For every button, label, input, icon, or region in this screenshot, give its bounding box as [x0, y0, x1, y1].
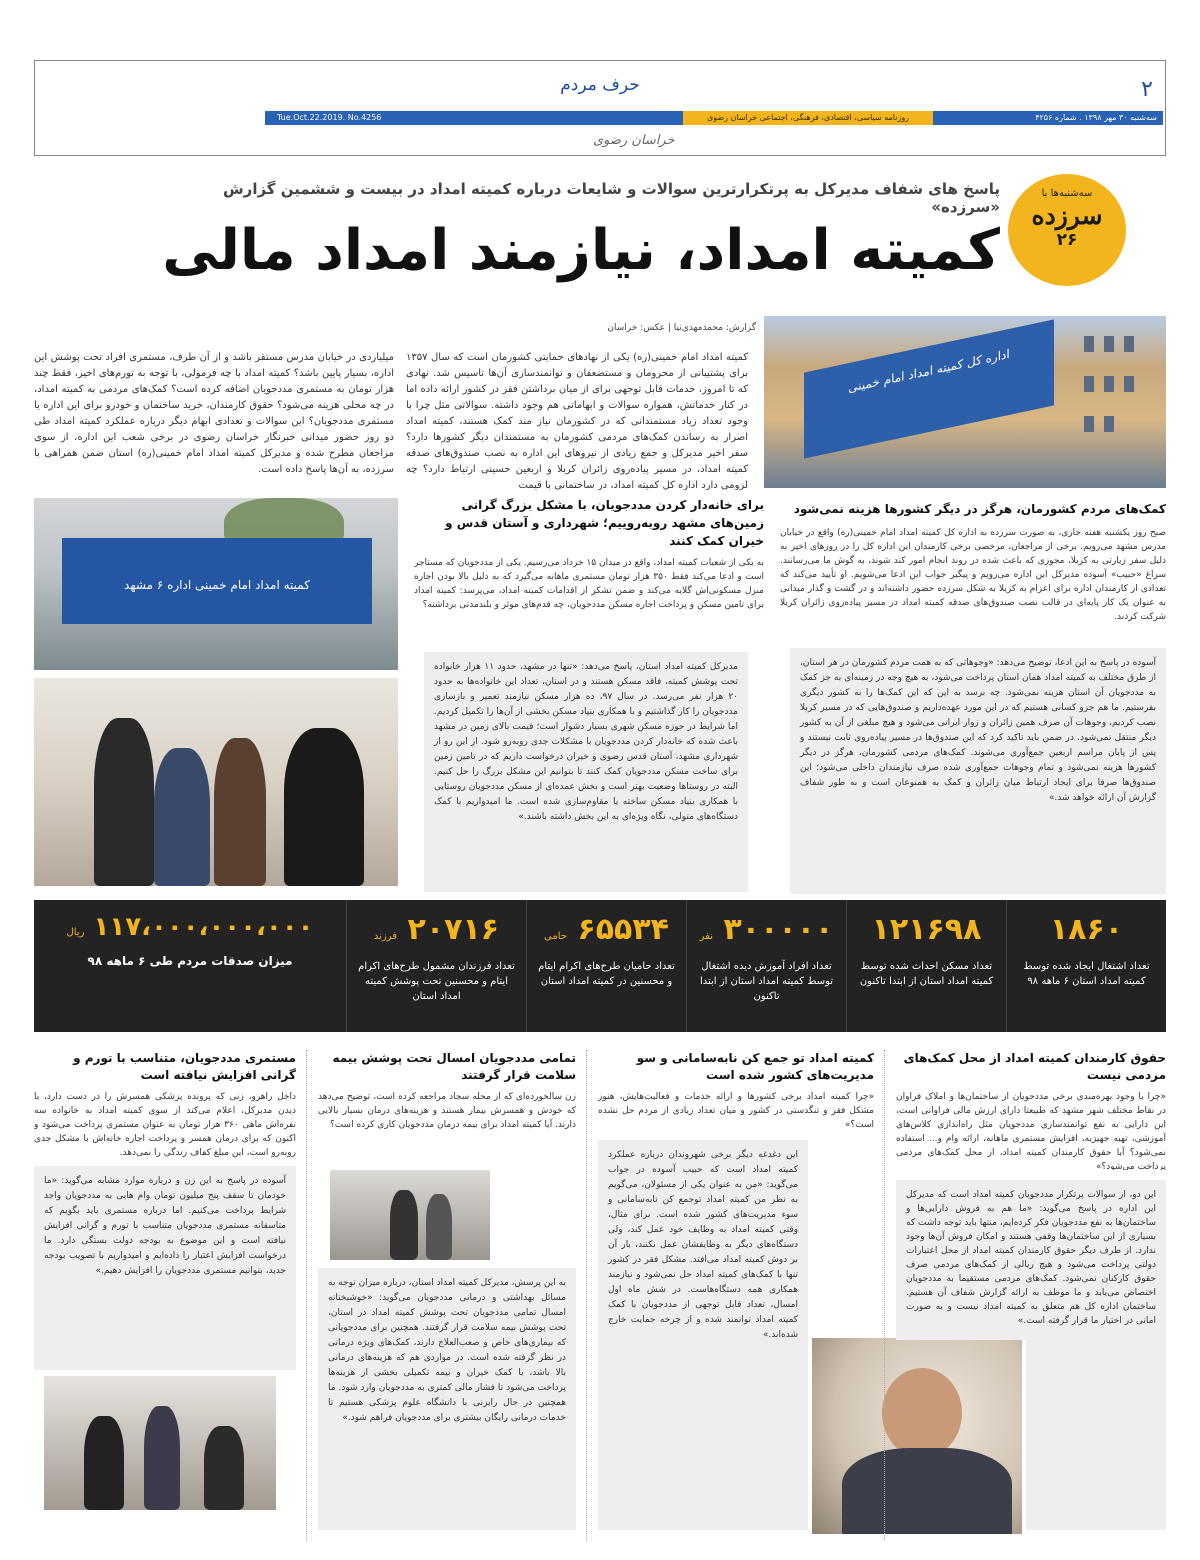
- bottom-col-1-quote: این دو، از سوالات پرتکرار مددجویان کمیته امداد است که مدیرکل این اداره در پاسخ می‌گوید: «ما هم به فروش دارایی‌ها و ساختمان‌ها به نفع مددجویان فکر کرده‌ایم، منتها باید توجه داشت که بسیاری از این ساختمان‌ها وقفی هستند و امکان فروش آن‌ها وجود ندارد. از طرف دیگر حقوق کارمندان کمیته امداد از محل اعتبارات دولتی پرداخت می‌شود و هیچ ریالی از کمک‌های مردمی صرف حقوق کارکنان نمی‌شود. کمک‌های مردمی مستقیما به مددجویان اختصاص می‌یابد و ما موظف به ارائه گزارش شفاف آن هستیم. ساختمان اداره کل هم متعلق به کمیته امداد نیست و به صورت امانی در اختیار ما قرار گرفته است.»: [896, 1180, 1166, 1340]
- badge-line-1: سه‌شنبه‌ها با: [1041, 188, 1093, 199]
- stat-label: تعداد افراد آموزش دیده اشتغال توسط کمیته امداد استان از ابتدا تاکنون: [699, 961, 834, 1002]
- bottom-col-2-quote: این دغدغه دیگر برخی شهروندان درباره عملکرد کمیته امداد است که حبیب آسوده در جواب می‌گوید: «من به عنوان یکی از مسئولان، می‌گویم به نظر من کمیته امداد توجمع کن نابه‌سامانی و سوء مدیریت‌های کشور شده است. برای مثال، وقتی کمیته امداد به وظایف خود عمل کند، ولی دستگاه‌های دیگر به وظایفشان عمل نکنند، بار آن بر دوش کمیته امداد می‌افتد. مشکل فقر در کشور تنها با کمک‌های کمیته امداد حل نمی‌شود و نیازمند همکاری همه دستگاه‌هاست. در شش ماه اول امسال، تعداد قابل توجهی از مددجویان با کمک کمیته امداد توانمند شده و از چرخه حمایت خارج شده‌اند.»: [598, 1140, 808, 1530]
- bottom-col-1-heading: حقوق کارمندان کمیته امداد از محل کمک‌های مردمی نیست: [903, 1051, 1166, 1082]
- section-a-body: صبح روز یکشنبه هفته جاری، به صورت سرزده به اداره کل کمیته امداد امام خمینی(ره) واقع در خیابان مدرس مشهد می‌رویم. برخی از مراجعان، مرخصی برخی کارمندان این اداره کل را در روزهای اخیر به دلیل سفر زیارتی به کربلا، مجوزی که باعث شده در روند انجام امور کند شوند، به گوش ما می‌رسانند. سراغ «حبیب» آسوده مدیرکل این اداره می‌رویم و پیگیر جواب این ادعا می‌شویم. او تأیید می‌کند که تعدادی از کارمندان اداره برای اعزام به کربلا به شکل سرزده حضور داشته‌اند و در گشت و گذار میدانی به عنوان یک کار پایه‌ای در قالب نصب صندوق‌های صدقه کمیته امداد در مسیر پیاده‌روی زائران کربلا شرکت کردند.: [780, 528, 1166, 622]
- stat-item: [526, 900, 686, 1032]
- waiting-room-photo: [44, 1376, 276, 1510]
- section-title: حرف مردم: [560, 75, 640, 95]
- stat-value: ۳۰۰۰۰۰: [723, 912, 834, 947]
- bottom-col-1-quote-tail: [1026, 1340, 1166, 1530]
- stats-band: [34, 900, 1166, 1032]
- section-b-body: به یکی از شعبات کمیته امداد، واقع در میدان ۱۵ خرداد می‌رسیم. یکی از مددجویان که مستاجر است و ادعا می‌کند فقط ۳۵۰ هزار تومان مستمری ماهانه می‌گیرد که به دلیل بالا بودن اجاره منزل مسکونی‌اش گلایه می‌کند و ضمن تشکر از اقدامات کمیته امداد، می‌پرسد: کمیته امداد برای تامین مسکن و پرداخت اجاره مسکن مددجویان، چه قدم‌های موثر و بلندمدتی برداشته؟: [414, 558, 764, 610]
- stat-item: [34, 900, 346, 1032]
- building-sign: اداره کل کمیته امداد امام خمینی: [804, 319, 1054, 458]
- stat-label: تعداد اشتغال ایجاد شده توسط کمیته امداد استان ۶ ماهه ۹۸: [1023, 961, 1150, 987]
- stat-value: ۱۸۶۰: [1049, 912, 1124, 947]
- stat-value: ۱۱۷،۰۰۰،۰۰۰،۰۰۰: [93, 912, 314, 942]
- stat-unit: ریال: [66, 927, 85, 938]
- bottom-col-4-heading: مستمری مددجویان، متناسب با تورم و گرانی افزایش نیافته است: [73, 1051, 296, 1082]
- stat-item: [346, 900, 526, 1032]
- stat-item: [686, 900, 846, 1032]
- masthead-info-bar: [265, 111, 1163, 125]
- intro-col-1: کمیته امداد امام خمینی(ره) یکی از نهادهای حمایتی کشورمان است که سال ۱۳۵۷ برای پشتیبانی از محرومان و مستضعفان و توانمندسازی آن‌ها تاسیس شد. نهادی که تا امروز، خدمات قابل توجهی برای از میان برداشتن فقر در کشور ارائه داده اما در کنار خدماتش، همواره سوالات و ابهاماتی هم وجود داشته. سوالاتی مثل چرا با وجود تعداد زیاد مستمندانی که در کشورمان نیاز مند کمک هستند، کمیته امداد اصرار به رساندن کمک‌های مردمی کشورمان به مستمندان دیگر کشورها دارد؟ سفر اخیر مدیرکل و جمع زیادی از نیروهای این اداره به نصب صندوق‌های صدقه کمیته امداد، در مسیر پیاده‌روی زائران کربلا و اربعین حسینی ارتباط دارد؟ چه لزومی دارد اداره کل کمیته امداد، در ساختمانی با قیمت: [406, 352, 748, 490]
- stat-unit: نفر: [699, 931, 714, 942]
- stat-unit: حامی: [544, 931, 567, 942]
- bottom-col-2-heading: کمیته امداد تو جمع کن نابه‌سامانی و سو مدیریت‌های کشور شده است: [636, 1051, 874, 1082]
- stat-label: تعداد حامیان طرح‌های اکرام ایتام و محسنین در کمیته امداد استان: [538, 961, 675, 987]
- kicker: پاسخ های شفاف مدیرکل به پرتکرارترین سوالات و شایعات درباره کمیته امداد در بیست و ششمین گزارش «سرزده»: [222, 180, 1000, 216]
- date-english: Tue.Oct.22.2019. No.4256: [271, 111, 387, 125]
- section-a-quote: آسوده در پاسخ به این ادعا، توضیح می‌دهد: «وجوهاتی که به همت مردم کشورمان در هر استان، از طرق مختلف به کمیته امداد همان استان پرداخت می‌شود، به هیچ وجه در زمینه‌ای به جز کمک به مددجویان آن استان هزینه نمی‌شود. چه برسد به این که این کمک‌ها را به کشور دیگری بفرستیم. ما هم جزو کسانی هستیم که در این مورد عهده‌داریم و صندوق‌هایی که در مسیر کربلا نصب کردیم، وجوهات آن صرف همین زائران و زوار ایرانی می‌شود و هیچ مبلغی از آن به کشور دیگر منتقل نمی‌شود. در ضمن باید تاکید کرد که این صندوق‌ها در مسیر پیاده‌روی ثابت نیستند و پس از پایان مراسم اربعین جمع‌آوری می‌شوند. کمک‌های مردمی کشورمان، هرگز در دیگر کشورها هزینه نمی‌شود و تمام وجوهات جمع‌آوری شده صرف نیازمندان داخلی می‌شود؛ این صندوق‌ها صرفا برای ایجاد ارتباط میان زائران و کمک به همنوعان است و به طور شفاف گزارش آن ارائه خواهد شد.»: [790, 648, 1166, 894]
- bottom-col-4-body: داخل راهرو، زنی که پرونده پزشکی همسرش را در دست دارد، با دیدن مدیرکل، اعلام می‌کند از سوی کمیته امداد به خانواده سه نفره‌اش ماهی ۳۶۰ هزار تومان به عنوان مستمری پرداخت می‌شود و اکنون که برای درمان همسر و پرداخت اجاره خانه‌اش با مشکل جدی روبه‌رو است، این مبلغ کفاف زندگی را نمی‌دهد.: [34, 1092, 296, 1158]
- building-photo: [764, 316, 1166, 488]
- bottom-col-1-body: «چرا با وجود بهره‌مندی برخی مددجویان از ساختمان‌ها و املاک فراوان در نقاط مختلف شهر مشهد که طبیعتا دارای ارزش مالی فراوانی است، این دارایی به نفع توانمندسازی مددجویان مثل راه‌اندازی کلاس‌های آموزشی، تهیه جهیزیه، افزایش مستمری ماهانه، ارائه وام و... استفاده نمی‌شود؟ آیا حقوق کارمندان کمیته امداد، از محل کمک‌های مردمی پرداخت می‌شود؟»: [896, 1092, 1166, 1170]
- corridor-photo: [330, 1170, 490, 1260]
- tagline: روزنامه سیاسی، اقتصادی، فرهنگی، اجتماعی خراسان رضوی: [683, 111, 933, 125]
- stat-value: ۱۲۱۶۹۸: [871, 912, 982, 947]
- page-number: ۲: [1141, 77, 1153, 102]
- section-b-quote: مدیرکل کمیته امداد استان، پاسخ می‌دهد: «تنها در مشهد، حدود ۱۱ هزار خانواده تحت پوشش کمیته، فاقد مسکن هستند و در استان، تعداد این خانواده‌ها به حدود ۲۰ هزار نفر می‌رسد. در سال ۹۷، ده هزار مسکن نیازمند تعمیر و بازسازی مددجویان را کار گذاشتیم و با همکاری بنیاد مسکن بخشی از آن‌ها را تکمیل کردیم. اما شرایط در حوزه مسکن شهری بسیار دشوار است؛ قیمت بالای زمین در مشهد باعث شده که خانه‌دار کردن مددجویان با مشکلات جدی روبه‌رو شود. از این رو از شهرداری مشهد، آستان قدس رضوی و خیران درخواست داریم که در تامین زمین برای ساخت مسکن مددجویان کمک کنند تا بتوانیم این مشکل بزرگ را حل کنیم. البته در روستاها وضعیت بهتر است و بخش عمده‌ای از مسکن مددجویان روستایی با همکاری بنیاد مسکن ساخته یا مقاوم‌سازی شده است. ما امیدواریم با کمک دستگاه‌های متولی، نگاه ویژه‌ای به این بخش داشته باشند.»: [424, 652, 748, 892]
- stat-label: تعداد فرزندان مشمول طرح‌های اکرام ایتام و محسنین تحت پوشش کمیته امداد استان: [358, 961, 515, 1002]
- series-badge: [1008, 174, 1126, 286]
- bottom-col-4-quote: آسوده در پاسخ به این زن و درباره موارد مشابه می‌گوید: «ما خودمان تا سقف پنج میلیون تومان وام هایی به مددجویان واجد شرایط پرداخت می‌کنیم. اما درباره مستمری باید بگویم که متاسفانه مستمری مددجویان متناسب با تورم و گرانی افزایش نیافته است و این موضوع به بودجه دولت بستگی دارد. ما درخواست افزایش اعتبار را داده‌ایم و امیدواریم با تصویب بودجه جدید، بتوانیم مستمری مددجویان را افزایش دهیم.»: [34, 1166, 296, 1370]
- bottom-col-3-quote: به این پرسش، مدیرکل کمیته امداد استان، درباره میزان توجه به مسائل بهداشتی و درمانی مددجویان می‌گوید: «خوشبختانه امسال تمامی مددجویان تحت پوشش کمیته امداد در استان، تحت پوشش بیمه سلامت قرار گرفتند. همچنین برای مددجویانی که بیماری‌های خاص و صعب‌العلاج دارند، کمک‌های ویژه درمانی در نظر گرفته شده است. در مواردی هم که هزینه‌های درمانی بالا باشد، با کمک خیران و بیمه تکمیلی بخشی از هزینه‌ها پرداخت می‌شود تا فشار مالی کمتری به مددجویان وارد شود. ما همچنین در حال رایزنی با دانشگاه علوم پزشکی هستیم تا خدمات درمانی رایگان بیشتری برای مددجویان فراهم شود.»: [318, 1268, 576, 1530]
- headline: کمیته امداد، نیازمند امداد مالی: [162, 218, 1000, 283]
- badge-line-3: ۲۶: [1056, 230, 1078, 250]
- meeting-photo: [34, 678, 398, 886]
- stat-value: ۶۵۵۳۴: [577, 912, 669, 947]
- date-persian: سه‌شنبه ۳۰ مهر ۱۳۹۸ . شماره ۴۲۵۶: [933, 111, 1163, 125]
- column-divider: [586, 1050, 587, 1540]
- stat-label: تعداد مسکن احداث شده توسط کمیته امداد استان از ابتدا تاکنون: [859, 961, 994, 987]
- column-divider: [306, 1050, 307, 1540]
- column-divider: [884, 1050, 885, 1540]
- office-sign: کمیته امداد امام خمینی اداره ۶ مشهد: [62, 538, 372, 624]
- newspaper-logo: خراسان رضوی: [593, 133, 675, 148]
- stat-item: [1006, 900, 1166, 1032]
- stat-unit: فرزند: [373, 931, 398, 942]
- intro-col-2: میلیاردی در خیابان مدرس مستقر باشد و از آن طرف، مستمری افراد تحت پوشش این اداره، بسیار پایین باشد؟ کمیته امداد با چه فرمولی، با توجه به تورم‌های اخیر، فقط چند هزار تومان به مستمری مددجویان اضافه کرده است؟ کمک‌های مردمی به کمیته امداد، در چه محلی هزینه می‌شود؟ حقوق کارمندان، خرید ساختمان و خودرو برای این اداره یا مستمری مددجویان؟ این سوالات و تعدادی ابهام دیگر درباره عملکرد کمیته امداد طی دو روز حضور میدانی خبرنگار خراسان رضوی در برخی شعب این اداره، از سوی مراجعان مطرح شده و مدیرکل کمیته امداد امام خمینی(ره) استان ضمن همراهی با سرزده، به آن‌ها پاسخ داده است.: [34, 352, 394, 475]
- stat-label: میزان صدقات مردم طی ۶ ماهه ۹۸: [87, 954, 293, 968]
- office-sign-photo: [34, 498, 398, 670]
- stat-value: ۲۰۷۱۶: [407, 912, 500, 947]
- masthead: [34, 60, 1166, 156]
- byline: گزارش: محمدمهدی‌نیا | عکس: خراسان: [607, 323, 756, 333]
- bottom-col-2-body: «چرا کمیته امداد برخی کشورها و ارائه خدمات و فعالیت‌هایش، هنوز مشکل فقر و تنگدستی در کشور و میان تعداد زیادی از مردم حل نشده است؟»: [598, 1092, 874, 1130]
- bottom-col-3-body: زن سالخورده‌ای که از محله سجاد مراجعه کرده است، توضیح می‌دهد که خودش و همسرش بیمار هستند و هزینه‌های درمان بسیار بالایی دارند. آیا کمیته امداد برای بیمه درمان مددجویان کاری کرده است؟: [318, 1092, 576, 1130]
- stat-item: [846, 900, 1006, 1032]
- section-b-heading: برای خانه‌دار کردن مددجویان، با مشکل بزرگ گرانی زمین‌های مشهد روبه‌روییم؛ شهرداری و آستان قدس و خیران کمک کنند: [445, 498, 764, 548]
- section-a-heading: کمک‌های مردم کشورمان، هرگز در دیگر کشورها هزینه نمی‌شود: [793, 502, 1166, 516]
- badge-line-2: سرزده: [1031, 201, 1103, 230]
- bottom-col-3-heading: تمامی مددجویان امسال تحت پوشش بیمه سلامت قرار گرفتند: [332, 1051, 576, 1082]
- director-portrait-photo: [812, 1338, 1022, 1534]
